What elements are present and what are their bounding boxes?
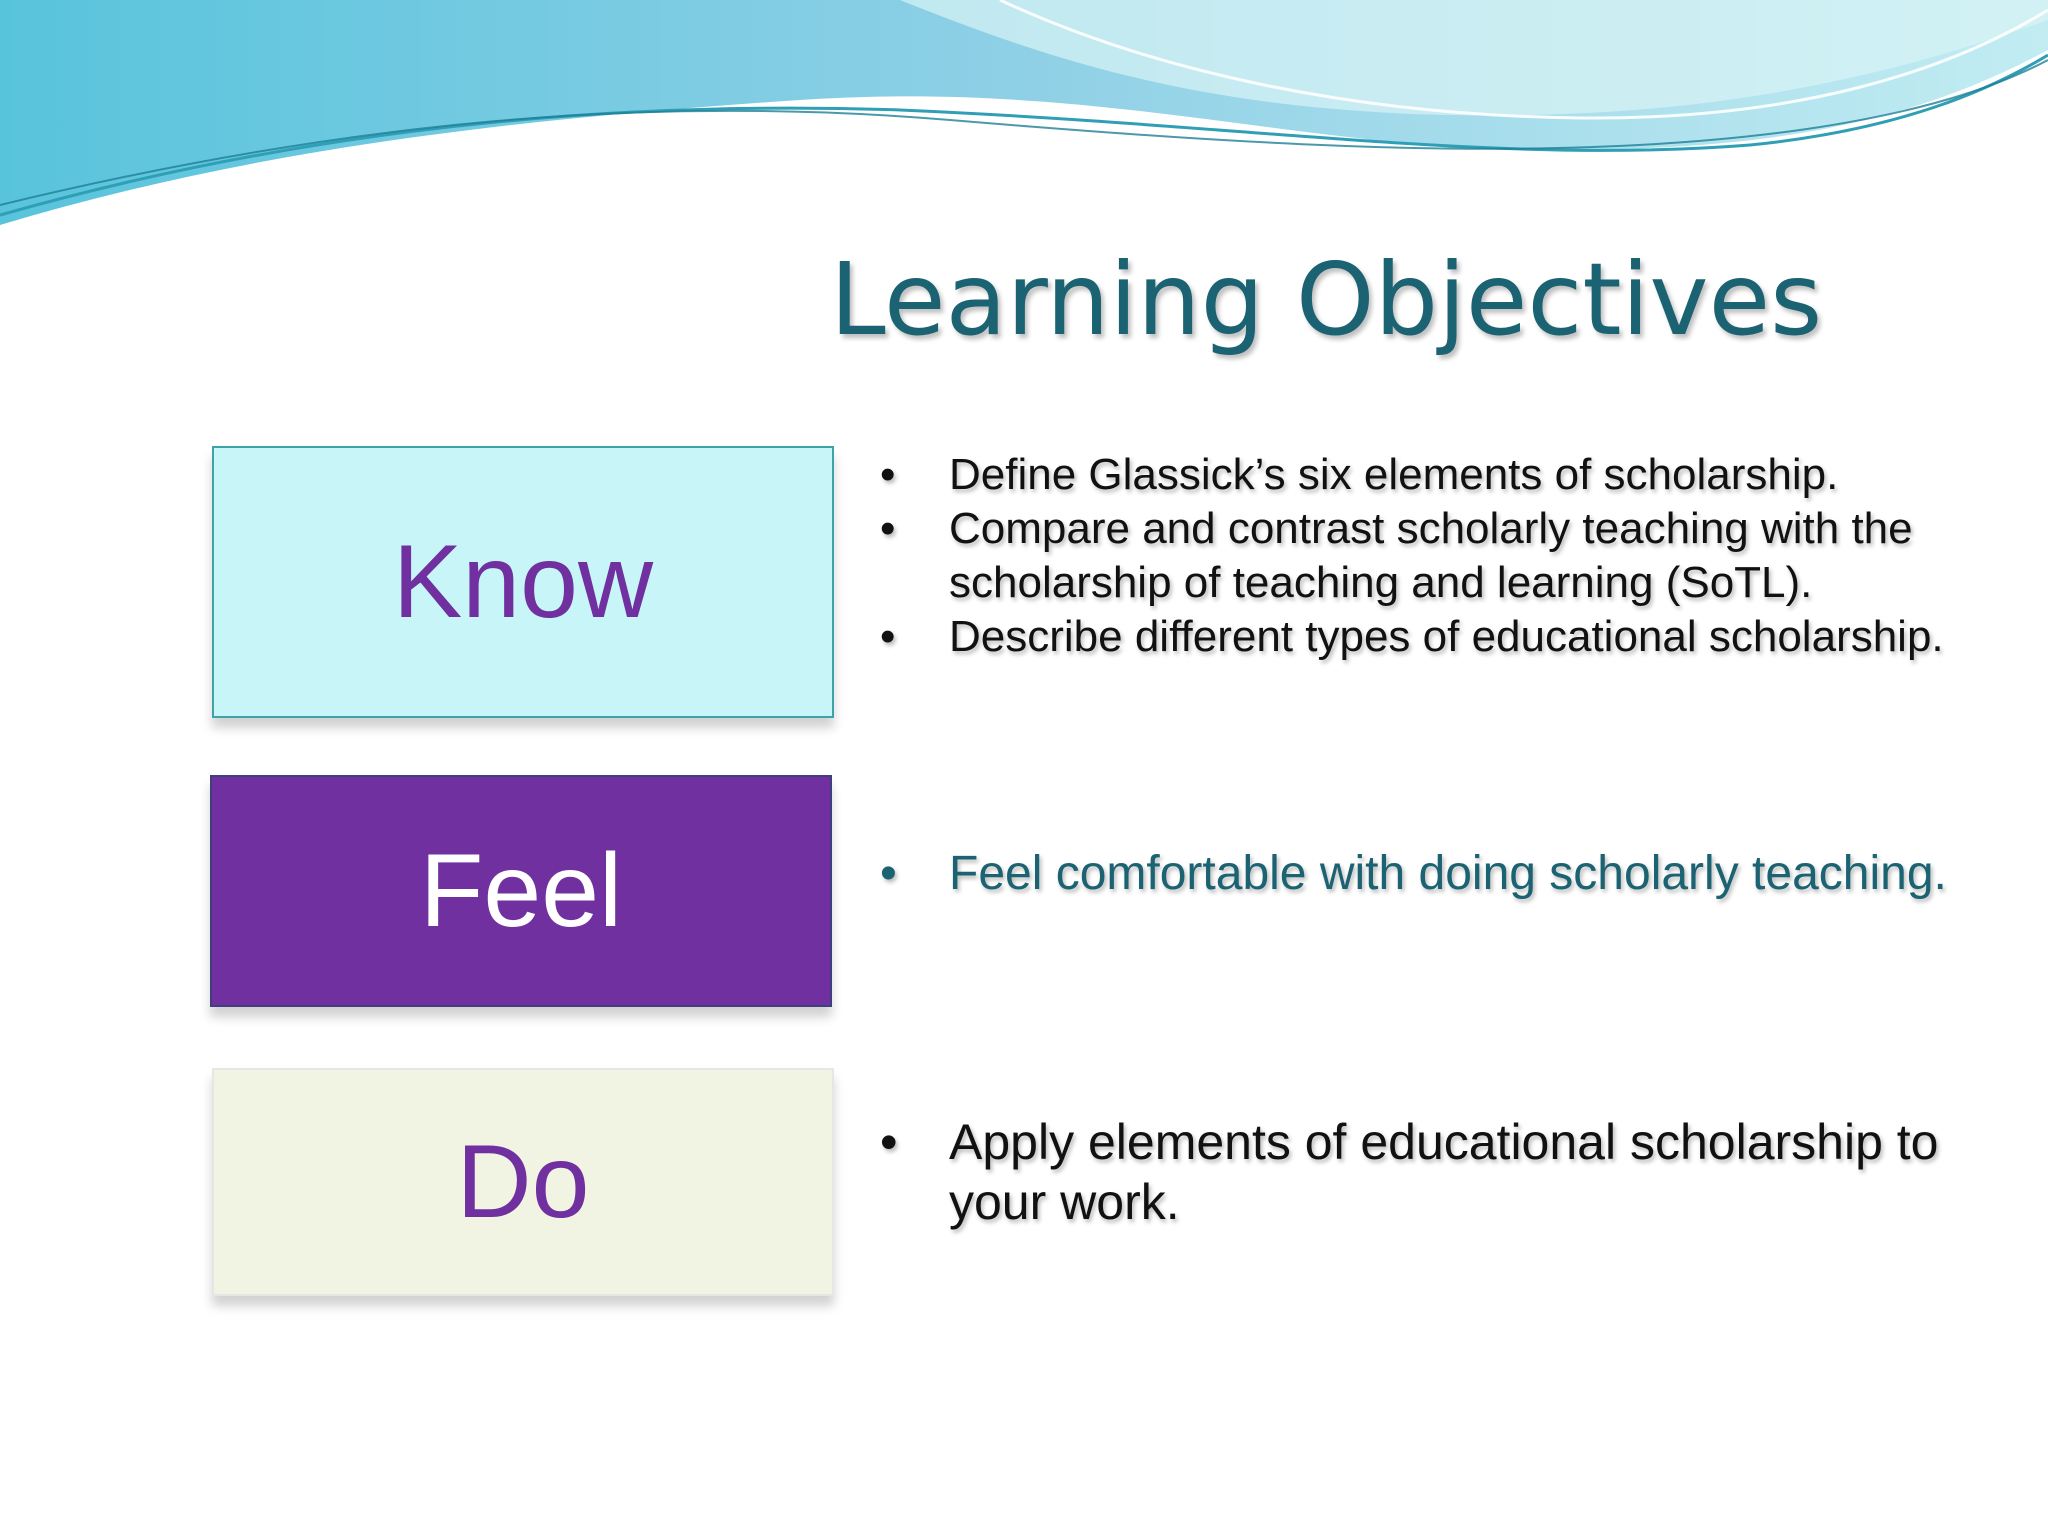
- know-label: Know: [392, 523, 654, 640]
- do-label: Do: [456, 1123, 590, 1240]
- bullet-icon: •: [880, 504, 896, 553]
- feel-box: [210, 775, 832, 1007]
- bullet-icon: •: [880, 847, 897, 900]
- list-item: [880, 843, 2000, 905]
- slide-title: Learning Objectives: [830, 241, 1823, 358]
- feel-bullet-list: [880, 843, 2000, 905]
- bullet-text: Describe different types of educational scholarship.: [949, 612, 1944, 661]
- list-item: [880, 610, 2000, 664]
- list-item: [880, 502, 2000, 610]
- do-bullet-list: [880, 1112, 2000, 1232]
- do-box: [212, 1068, 834, 1296]
- bullet-text: Feel comfortable with doing scholarly teaching.: [949, 847, 1947, 900]
- bullet-text: Define Glassick’s six elements of scholarship.: [949, 450, 1839, 499]
- bullet-icon: •: [880, 612, 896, 661]
- bullet-text: Apply elements of educational scholarship to your work.: [949, 1114, 1939, 1230]
- know-box: [212, 446, 834, 718]
- list-item: [880, 448, 2000, 502]
- bullet-text: Compare and contrast scholarly teaching with the scholarship of teaching and learning (SoTL).: [949, 504, 1913, 607]
- bullet-icon: •: [880, 450, 896, 499]
- feel-label: Feel: [419, 832, 623, 949]
- wave-header-decoration: [0, 0, 2048, 240]
- bullet-icon: •: [880, 1114, 898, 1170]
- know-bullet-list: [880, 448, 2000, 664]
- list-item: [880, 1112, 2000, 1232]
